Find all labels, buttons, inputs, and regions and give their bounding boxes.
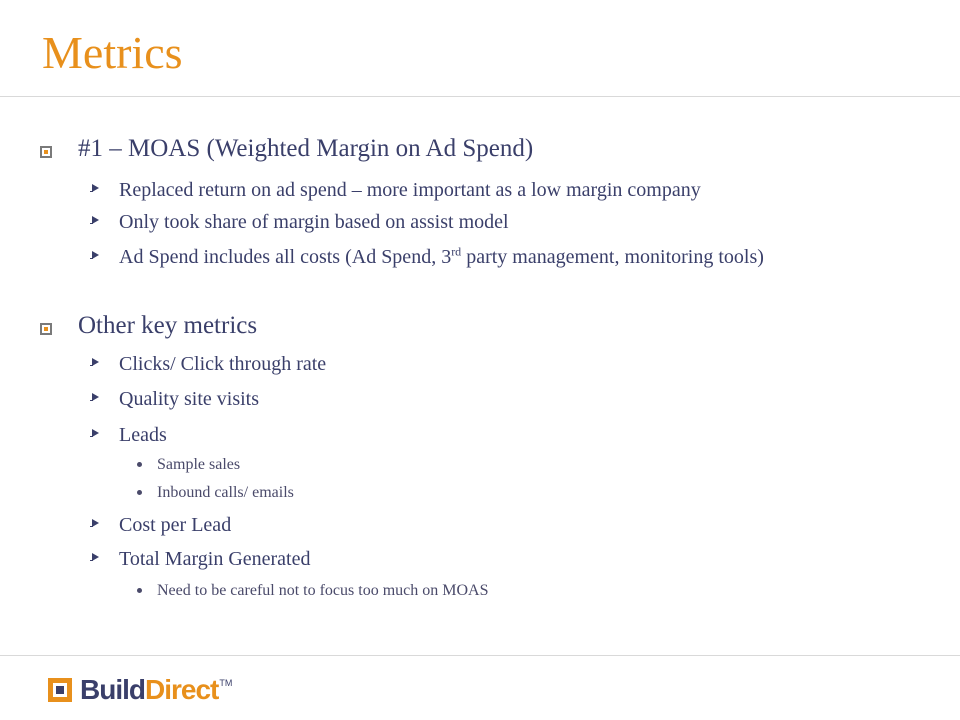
logo-trademark: TM	[219, 678, 233, 688]
bullet-level2-item	[119, 177, 701, 204]
bullet-level2-item	[119, 209, 509, 236]
logo-text-build: Build	[80, 674, 145, 705]
builddirect-logo	[48, 676, 232, 704]
bullet-level1-other	[78, 312, 257, 340]
bullet-level2-item	[119, 351, 326, 378]
dot-bullet-icon	[137, 490, 142, 495]
bullet-text-part: party management, monitoring tools)	[461, 246, 764, 268]
arrow-bullet-icon	[92, 393, 99, 401]
bullet-text: Replaced return on ad spend – more important as a low margin company	[119, 179, 701, 201]
bullet-text: Only took share of margin based on assist model	[119, 211, 509, 233]
bullet-level3-item	[157, 456, 240, 474]
arrow-bullet-icon	[92, 519, 99, 527]
bullet-level3-item	[157, 484, 294, 502]
logo-text-direct: Direct	[145, 674, 219, 705]
title-divider	[0, 96, 960, 97]
arrow-bullet-icon	[92, 358, 99, 366]
arrow-bullet-icon	[92, 251, 99, 259]
arrow-bullet-icon	[92, 216, 99, 224]
bullet-text: Clicks/ Click through rate	[119, 353, 327, 375]
bullet-level2-item	[119, 546, 311, 573]
bullet-level1-moas	[78, 135, 533, 163]
logo-square-icon	[48, 678, 72, 702]
bullet-text: Inbound calls/ emails	[157, 484, 294, 501]
arrow-bullet-icon	[92, 429, 99, 437]
footer-divider	[0, 655, 960, 656]
bullet-level2-item	[119, 422, 167, 449]
arrow-bullet-icon	[92, 553, 99, 561]
arrow-bullet-icon	[92, 184, 99, 192]
bullet-text: Leads	[119, 424, 167, 446]
bullet-level2-item	[119, 512, 231, 539]
bullet-text: Sample sales	[157, 456, 241, 473]
bullet-text: Total Margin Generated	[119, 548, 311, 570]
bullet-text: Need to be careful not to focus too much on MOAS	[157, 582, 489, 599]
superscript-text: rd	[451, 244, 462, 259]
dot-bullet-icon	[137, 462, 142, 467]
square-bullet-icon	[40, 146, 52, 158]
bullet-text: Quality site visits	[119, 388, 259, 410]
bullet-level2-item	[119, 386, 259, 413]
dot-bullet-icon	[137, 588, 142, 593]
bullet-level2-item	[119, 244, 819, 271]
bullet-text: Cost per Lead	[119, 514, 232, 536]
square-bullet-icon	[40, 323, 52, 335]
bullet-text: #1 – MOAS (Weighted Margin on Ad Spend)	[78, 135, 534, 162]
bullet-text: Other key metrics	[78, 312, 258, 339]
slide-title: Metrics	[42, 27, 183, 78]
bullet-level3-item	[157, 582, 488, 600]
bullet-text-part: Ad Spend includes all costs (Ad Spend, 3	[119, 246, 452, 268]
